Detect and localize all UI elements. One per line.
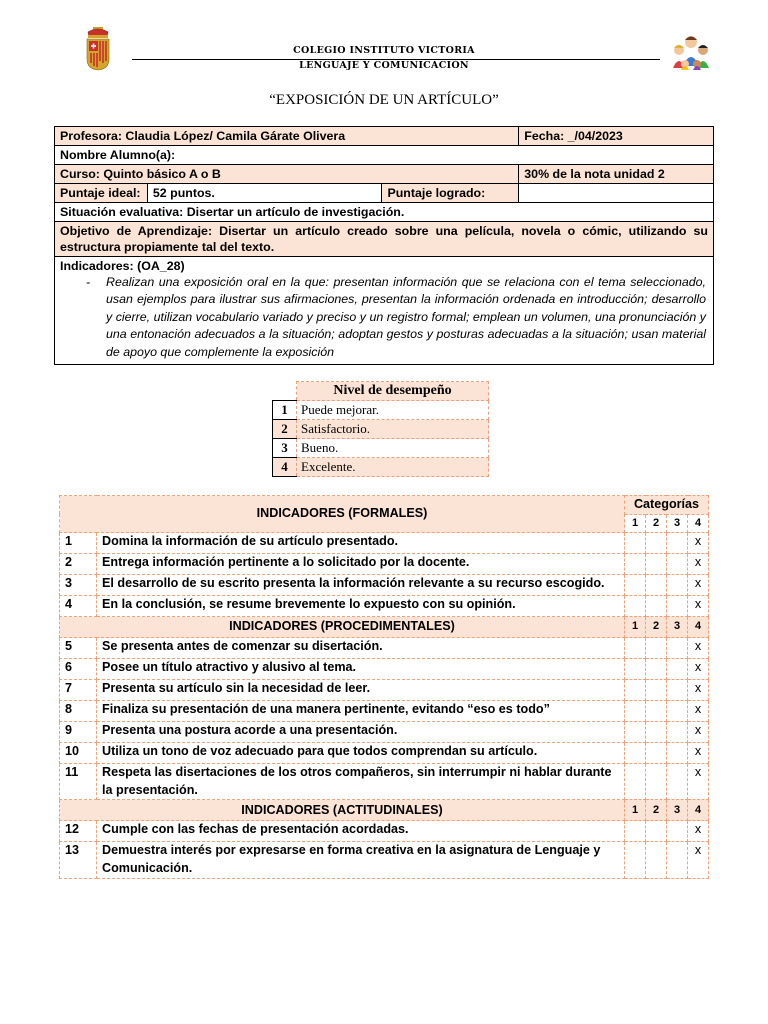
rubric-row — [60, 764, 709, 800]
score-cell-2[interactable] — [646, 701, 667, 722]
rubric-row — [60, 821, 709, 842]
alumno-cell: Nombre Alumno(a): — [55, 146, 714, 165]
section-title-procedimentales: INDICADORES (PROCEDIMENTALES) — [60, 617, 625, 638]
situacion-cell: Situación evaluativa: Disertar un artículo de investigación. — [55, 203, 714, 222]
puntaje-logrado-label: Puntaje logrado: — [382, 184, 519, 203]
rubric-row — [60, 842, 709, 878]
score-cell-2[interactable] — [646, 638, 667, 659]
score-cell-1[interactable] — [625, 722, 646, 743]
indicadores-text: Realizan una exposición oral en la que: presentan información que se relaciona con el tema seleccionado, usan ejemplos para ilustrar sus afirmaciones, presentan la información ordenada en introducción; desarrollo y cierre, utilizan vocabulario variado y preciso y un registro formal; emplean un volumen, una pronunciación y una entonación adecuados a la situación; adoptan gestos y posturas adecuadas a la situación; usan material de apoyo que complemente la exposición — [106, 275, 706, 359]
score-cell-4[interactable]: x — [688, 821, 709, 842]
category-col: 1 — [625, 617, 646, 638]
score-cell-4[interactable]: x — [688, 743, 709, 764]
rubric-row — [60, 701, 709, 722]
score-cell-1[interactable] — [625, 701, 646, 722]
nivel-number: 2 — [273, 420, 297, 439]
score-cell-4[interactable]: x — [688, 596, 709, 617]
nivel-number: 3 — [273, 439, 297, 458]
puntaje-ideal-value: 52 puntos. — [147, 184, 382, 203]
score-cell-3[interactable] — [667, 554, 688, 575]
nivel-label: Excelente. — [297, 458, 489, 477]
score-cell-1[interactable] — [625, 659, 646, 680]
row-number: 1 — [60, 533, 97, 554]
row-text: Se presenta antes de comenzar su disertación. — [97, 638, 625, 659]
score-cell-3[interactable] — [667, 722, 688, 743]
score-cell-3[interactable] — [667, 743, 688, 764]
score-cell-4[interactable]: x — [688, 659, 709, 680]
puntaje-ideal-label: Puntaje ideal: — [55, 184, 148, 203]
score-cell-1[interactable] — [625, 680, 646, 701]
category-col: 3 — [667, 617, 688, 638]
row-text: Demuestra interés por expresarse en forma creativa en la asignatura de Lenguaje y Comunicación. — [97, 842, 625, 878]
score-cell-2[interactable] — [646, 554, 667, 575]
score-cell-4[interactable]: x — [688, 722, 709, 743]
score-cell-2[interactable] — [646, 659, 667, 680]
rubric-row — [60, 533, 709, 554]
rubric-row — [60, 596, 709, 617]
score-cell-2[interactable] — [646, 743, 667, 764]
score-cell-3[interactable] — [667, 701, 688, 722]
row-text: Posee un título atractivo y alusivo al tema. — [97, 659, 625, 680]
indicadores-label: Indicadores: (OA_28) — [60, 259, 185, 273]
row-text: Domina la información de su artículo presentado. — [97, 533, 625, 554]
category-col: 4 — [688, 617, 709, 638]
rubric-row — [60, 743, 709, 764]
row-number: 7 — [60, 680, 97, 701]
row-number: 5 — [60, 638, 97, 659]
indicadores-cell — [55, 257, 714, 365]
row-text: Cumple con las fechas de presentación acordadas. — [97, 821, 625, 842]
score-cell-2[interactable] — [646, 575, 667, 596]
score-cell-2[interactable] — [646, 596, 667, 617]
row-number: 6 — [60, 659, 97, 680]
score-cell-4[interactable]: x — [688, 575, 709, 596]
score-cell-1[interactable] — [625, 533, 646, 554]
score-cell-3[interactable] — [667, 533, 688, 554]
score-cell-1[interactable] — [625, 575, 646, 596]
indicadores-item — [60, 274, 708, 361]
row-number: 12 — [60, 821, 97, 842]
category-col: 4 — [688, 514, 709, 533]
row-number: 9 — [60, 722, 97, 743]
score-cell-4[interactable]: x — [688, 554, 709, 575]
score-cell-2[interactable] — [646, 533, 667, 554]
row-text: Respeta las disertaciones de los otros compañeros, sin interrumpir ni hablar durante la presentación. — [97, 764, 625, 800]
score-cell-1[interactable] — [625, 743, 646, 764]
section-title-actitudinales: INDICADORES (ACTITUDINALES) — [60, 800, 625, 821]
score-cell-2[interactable] — [646, 764, 667, 800]
score-cell-2[interactable] — [646, 680, 667, 701]
score-cell-1[interactable] — [625, 842, 646, 878]
row-number: 10 — [60, 743, 97, 764]
row-number: 13 — [60, 842, 97, 878]
score-cell-1[interactable] — [625, 554, 646, 575]
rubric-table — [59, 495, 709, 879]
nivel-label: Puede mejorar. — [297, 401, 489, 420]
category-col: 1 — [625, 514, 646, 533]
score-cell-4[interactable]: x — [688, 533, 709, 554]
school-name: COLEGIO INSTITUTO VICTORIA — [293, 45, 475, 56]
row-number: 2 — [60, 554, 97, 575]
rubric-row — [60, 575, 709, 596]
category-col: 2 — [646, 800, 667, 821]
bullet-dash: - — [86, 275, 91, 289]
section-title-formales: INDICADORES (FORMALES) — [60, 496, 625, 533]
curso-cell: Curso: Quinto básico A o B — [55, 165, 519, 184]
category-col: 3 — [667, 800, 688, 821]
rubric-row — [60, 680, 709, 701]
children-group-icon — [671, 34, 711, 72]
category-col: 2 — [646, 514, 667, 533]
row-text: Finaliza su presentación de una manera pertinente, evitando “eso es todo” — [97, 701, 625, 722]
score-cell-4[interactable]: x — [688, 842, 709, 878]
rubric-row — [60, 554, 709, 575]
nivel-number: 1 — [273, 401, 297, 420]
header-divider — [132, 59, 660, 60]
score-cell-3[interactable] — [667, 821, 688, 842]
row-number: 4 — [60, 596, 97, 617]
nivel-header: Nivel de desempeño — [297, 382, 489, 401]
subject-name: LENGUAJE Y COMUNICACIÓN — [299, 60, 469, 71]
document-title: “EXPOSICIÓN DE UN ARTÍCULO” — [269, 92, 499, 108]
fecha-cell: Fecha: _/04/2023 — [519, 127, 714, 146]
category-col: 3 — [667, 514, 688, 533]
porcentaje-cell: 30% de la nota unidad 2 — [519, 165, 714, 184]
score-cell-1[interactable] — [625, 821, 646, 842]
row-text: Presenta su artículo sin la necesidad de leer. — [97, 680, 625, 701]
profesora-cell: Profesora: Claudia López/ Camila Gárate Olivera — [55, 127, 519, 146]
score-cell-4[interactable]: x — [688, 680, 709, 701]
score-cell-1[interactable] — [625, 638, 646, 659]
categorias-header: Categorías — [625, 496, 709, 515]
rubric-row — [60, 659, 709, 680]
rubric-row — [60, 722, 709, 743]
score-cell-3[interactable] — [667, 842, 688, 878]
row-text: En la conclusión, se resume brevemente lo expuesto con su opinión. — [97, 596, 625, 617]
category-col: 1 — [625, 800, 646, 821]
score-cell-3[interactable] — [667, 659, 688, 680]
nivel-spacer — [273, 382, 297, 401]
score-cell-3[interactable] — [667, 596, 688, 617]
category-col: 2 — [646, 617, 667, 638]
row-text: Presenta una postura acorde a una presentación. — [97, 722, 625, 743]
row-number: 8 — [60, 701, 97, 722]
nivel-desempeno-table — [272, 381, 489, 477]
row-number: 3 — [60, 575, 97, 596]
row-number: 11 — [60, 764, 97, 800]
score-cell-4[interactable]: x — [688, 764, 709, 800]
score-cell-4[interactable]: x — [688, 638, 709, 659]
nivel-number: 4 — [273, 458, 297, 477]
score-cell-1[interactable] — [625, 596, 646, 617]
puntaje-logrado-field[interactable] — [519, 184, 714, 203]
score-cell-3[interactable] — [667, 638, 688, 659]
row-text: Utiliza un tono de voz adecuado para que todos comprendan su artículo. — [97, 743, 625, 764]
score-cell-4[interactable]: x — [688, 701, 709, 722]
score-cell-3[interactable] — [667, 764, 688, 800]
rubric-row — [60, 638, 709, 659]
score-cell-3[interactable] — [667, 680, 688, 701]
score-cell-3[interactable] — [667, 575, 688, 596]
score-cell-2[interactable] — [646, 821, 667, 842]
row-text: El desarrollo de su escrito presenta la información relevante a su recurso escogido. — [97, 575, 625, 596]
nivel-label: Bueno. — [297, 439, 489, 458]
nivel-label: Satisfactorio. — [297, 420, 489, 439]
score-cell-1[interactable] — [625, 764, 646, 800]
objetivo-cell: Objetivo de Aprendizaje: Disertar un artículo creado sobre una película, novela o cómic, utilizando su estructura propiamente tal del texto. — [55, 222, 714, 257]
info-table — [54, 126, 714, 365]
score-cell-2[interactable] — [646, 842, 667, 878]
row-text: Entrega información pertinente a lo solicitado por la docente. — [97, 554, 625, 575]
score-cell-2[interactable] — [646, 722, 667, 743]
category-col: 4 — [688, 800, 709, 821]
